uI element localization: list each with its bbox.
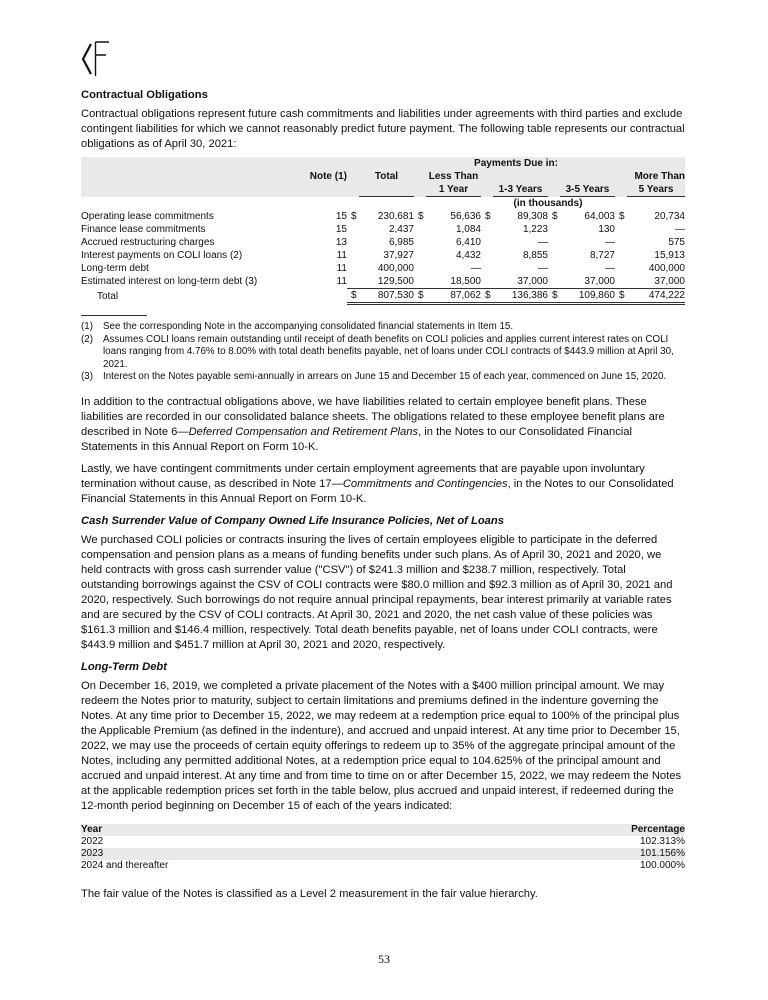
currency-symbol <box>615 223 627 236</box>
fair-value-paragraph: The fair value of the Notes is classified as a Level 2 measurement in the fair value hierarchy. <box>81 887 538 900</box>
currency-symbol <box>548 249 560 262</box>
currency-symbol <box>347 236 359 249</box>
cell-y3_5: 37,000 <box>560 275 615 289</box>
benefit-plans-paragraph: In addition to the contractual obligations above, we have liabilities related to certain employee benefit plans. These liabilities are recorded in our consolidated balance sheets. The obligations related to these employee benefit plans are described in Note 6—Deferred Compensation and Retirement Plans, in the Notes to our Consolidated Financial Statements in this Annual Report on Form 10-K. <box>81 395 665 453</box>
currency-symbol <box>347 249 359 262</box>
col-total-header: Total <box>359 170 414 183</box>
currency-symbol <box>548 223 560 236</box>
contingent-commitments-paragraph: Lastly, we have contingent commitments under certain employment agreements that are payable upon involuntary termination without cause, as described in Note 17—Commitments and Contingencies, in the Notes to our Consolidated Financial Statements in this Annual Report on Form 10-K. <box>81 462 674 505</box>
footnote <box>81 371 685 384</box>
row-note: 15 <box>335 211 347 222</box>
currency-symbol <box>615 249 627 262</box>
row-note: 15 <box>335 224 347 235</box>
currency-symbol <box>414 223 426 236</box>
row-note: 13 <box>335 237 347 248</box>
cell-y3_5: — <box>605 263 615 274</box>
cell-less1: — <box>471 263 481 274</box>
currency-symbol <box>615 262 627 275</box>
redemption-year: 2024 and thereafter <box>81 859 169 871</box>
payments-due-header: Payments Due in: <box>347 157 685 170</box>
total-more5: 474,222 <box>627 289 685 304</box>
row-note: 11 <box>336 263 347 274</box>
cell-less1: 6,410 <box>455 237 481 248</box>
col-year-header: Year <box>81 823 103 835</box>
cell-y3_5: 130 <box>598 224 615 235</box>
footnote-number: (2) <box>81 333 93 345</box>
cell-more5: 37,000 <box>627 275 685 289</box>
col-more-than-5-years-header: More Than <box>627 170 685 183</box>
footnote-text: Interest on the Notes payable semi-annually in arrears on June 15 and December 15 of each year, commenced on June 15, 2020. <box>103 371 667 382</box>
cell-more5: 15,913 <box>654 250 685 261</box>
table-row <box>81 275 685 289</box>
row-note: 11 <box>336 276 347 288</box>
cell-total: 400,000 <box>377 263 414 274</box>
currency-symbol <box>481 223 493 236</box>
cell-more5: 575 <box>668 237 685 248</box>
cell-less1: 1,084 <box>455 224 481 235</box>
cell-less1: 4,432 <box>455 250 481 261</box>
currency-symbol <box>615 275 627 289</box>
currency-symbol <box>548 262 560 275</box>
section-title-coli: Cash Surrender Value of Company Owned Life Insurance Policies, Net of Loans <box>81 514 504 527</box>
total-label: Total <box>97 290 119 302</box>
col-percentage-header: Percentage <box>631 823 685 835</box>
row-label: Operating lease commitments <box>81 211 214 222</box>
contractual-obligations-table <box>81 157 685 305</box>
currency-symbol <box>481 249 493 262</box>
redemption-year: 2023 <box>81 847 104 859</box>
currency-symbol: $ <box>615 289 627 304</box>
cell-less1: 18,500 <box>426 275 481 289</box>
footnote <box>81 334 685 372</box>
total-note <box>283 289 347 304</box>
total-y1_3: 136,386 <box>493 289 548 304</box>
redemption-percentage: 100.000% <box>639 859 685 871</box>
currency-symbol <box>481 236 493 249</box>
redemption-row <box>81 860 685 872</box>
cell-total: 6,985 <box>388 237 414 248</box>
table-row <box>81 249 685 262</box>
col-less-than-1-year-header-2: 1 Year <box>426 183 481 197</box>
redemption-year: 2022 <box>81 835 104 847</box>
section-title-contractual-obligations: Contractual Obligations <box>81 89 208 101</box>
cell-y1_3: — <box>538 263 548 274</box>
total-total: 807,530 <box>359 289 414 304</box>
currency-symbol <box>481 262 493 275</box>
table-row <box>81 262 685 275</box>
currency-symbol: $ <box>351 211 357 222</box>
table-row <box>81 236 685 249</box>
redemption-percentage: 101.156% <box>639 847 685 859</box>
table-row <box>81 210 685 223</box>
currency-symbol: $ <box>481 289 493 304</box>
currency-symbol: $ <box>552 211 558 222</box>
redemption-price-table <box>81 824 685 872</box>
col-1-3-years-header: 1-3 Years <box>493 183 548 197</box>
col-3-5-years-header: 3-5 Years <box>560 183 615 197</box>
row-label: Finance lease commitments <box>81 224 206 235</box>
footnote-rule <box>81 315 147 316</box>
cell-total: 129,500 <box>359 275 414 289</box>
document-page <box>81 88 685 902</box>
total-row <box>81 289 685 304</box>
cell-less1: 56,636 <box>450 211 481 222</box>
currency-symbol <box>414 275 426 289</box>
long-term-debt-paragraph: On December 16, 2019, we completed a private placement of the Notes with a $400 million principal amount. We may redeem the Notes prior to maturity, subject to certain limitations and premiums defined in the indenture governing the Notes. At any time prior to December 15, 2022, we may redeem at a redemption price equal to 100% of the principal plus the Applicable Premium (as defined in the indenture), and accrued and unpaid interest. At any time prior to December 15, 2022, we may use the proceeds of certain equity offerings to redeem up to 35% of the aggregate principal amount of the Notes, including any permitted additional Notes, at a redemption price equal to 104.625% of the principal amount and accrued and unpaid interest. At any time and from time to time on or after December 15, 2022, we may redeem the Notes at the applicable redemption prices set forth in the table below, plus accrued and unpaid interest, if redeemed during the 12-month period beginning on December 15 of each of the years indicated: <box>81 679 682 812</box>
footnote-text: See the corresponding Note in the accompanying consolidated financial statements in Item 15. <box>103 321 514 332</box>
currency-symbol <box>548 275 560 289</box>
currency-symbol: $ <box>418 211 424 222</box>
currency-symbol: $ <box>414 289 426 304</box>
cell-y3_5: — <box>605 237 615 248</box>
currency-symbol <box>414 236 426 249</box>
units-label: (in thousands) <box>513 198 583 209</box>
cell-more5: — <box>675 224 685 235</box>
cell-more5: 400,000 <box>648 263 685 274</box>
cell-y1_3: 1,223 <box>522 224 548 235</box>
currency-symbol <box>414 249 426 262</box>
row-label: Long-term debt <box>81 263 149 274</box>
currency-symbol: $ <box>485 211 491 222</box>
footnote-number: (3) <box>81 371 93 382</box>
currency-symbol: $ <box>619 211 625 222</box>
redemption-percentage: 102.313% <box>639 835 685 847</box>
redemption-row <box>81 836 685 848</box>
currency-symbol <box>481 275 493 289</box>
currency-symbol <box>347 262 359 275</box>
currency-symbol: $ <box>347 289 359 304</box>
cell-more5: 20,734 <box>654 211 685 222</box>
total-y3_5: 109,860 <box>560 289 615 304</box>
total-less1: 87,062 <box>426 289 481 304</box>
cell-y3_5: 64,003 <box>584 211 615 222</box>
cell-total: 230,681 <box>377 211 414 222</box>
coli-paragraph: We purchased COLI policies or contracts insuring the lives of certain employees eligible to participate in the deferred compensation and pension plans as a means of funding benefits under such plans. As of April 30, 2021 and 2020, we held contracts with gross cash surrender value ("CSV") of $241.3 million and $238.7 million, respectively. Total outstanding borrowings against the CSV of COLI contracts were $80.0 million and $92.3 million as of April 30, 2021 and 2020, respectively. Such borrowings do not require annual principal repayments, bear interest primarily at variable rates and are secured by the CSV of COLI contracts. At April 30, 2021 and 2020, the net cash value of these policies was $161.3 million and $146.4 million, respectively. Total death benefits payable, net of loans under COLI contracts, were $443.9 million and $451.7 million at April 30, 2021 and 2020, respectively. <box>81 533 673 651</box>
company-logo <box>81 40 127 76</box>
page-number: 53 <box>378 952 390 966</box>
col-more-than-5-years-header-2: 5 Years <box>627 183 685 197</box>
cell-y1_3: — <box>538 237 548 248</box>
row-label: Estimated interest on long-term debt (3) <box>81 276 258 288</box>
footnote-text: Assumes COLI loans remain outstanding until receipt of death benefits on COLI policies and applies current interest rates on COLI loans ranging from 4.76% to 8.00% with total death benefits payable, net of loans under COLI contracts of $443.9 million at April 30, 2021. <box>103 333 674 370</box>
row-note: 11 <box>336 250 347 261</box>
currency-symbol <box>347 223 359 236</box>
footnote-number: (1) <box>81 321 93 332</box>
redemption-row <box>81 848 685 860</box>
cell-total: 2,437 <box>388 224 414 235</box>
table-row <box>81 223 685 236</box>
cell-y1_3: 89,308 <box>517 211 548 222</box>
currency-symbol <box>548 236 560 249</box>
footnote <box>81 321 685 334</box>
obligations-intro: Contractual obligations represent future cash commitments and liabilities under agreements with third parties and exclude contingent liabilities for which we cannot reasonably predict future payment. The following table represents our contractual obligations as of April 30, 2021: <box>81 108 685 150</box>
footnotes <box>81 321 685 384</box>
cell-y3_5: 8,727 <box>589 250 615 261</box>
row-label: Accrued restructuring charges <box>81 237 215 248</box>
col-note-header: Note (1) <box>283 170 347 183</box>
cell-total: 37,927 <box>383 250 414 261</box>
cell-y1_3: 8,855 <box>522 250 548 261</box>
row-label: Interest payments on COLI loans (2) <box>81 250 243 261</box>
currency-symbol <box>414 262 426 275</box>
cell-y1_3: 37,000 <box>493 275 548 289</box>
currency-symbol: $ <box>548 289 560 304</box>
section-title-long-term-debt: Long-Term Debt <box>81 660 167 673</box>
col-less-than-1-year-header: Less Than <box>426 170 481 183</box>
currency-symbol <box>347 275 359 289</box>
currency-symbol <box>615 236 627 249</box>
